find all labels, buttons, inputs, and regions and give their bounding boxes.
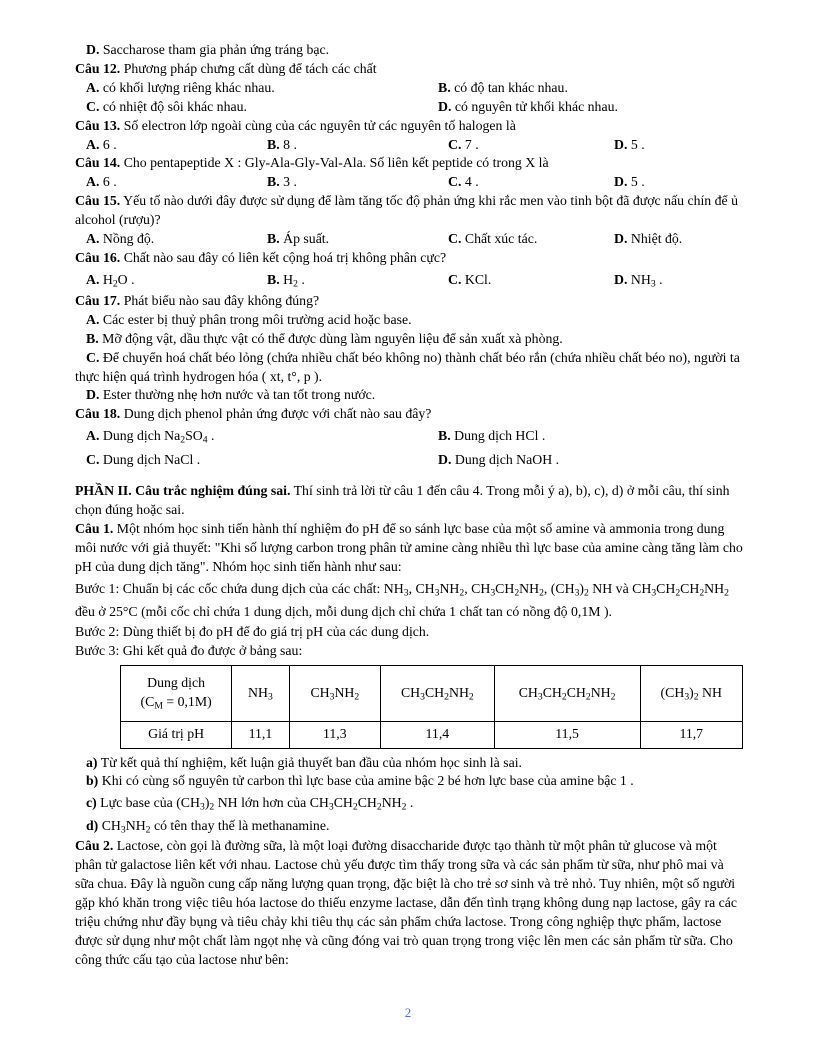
table-header-ch3nh2: $CH_3NH_2$ <box>289 665 380 721</box>
statement-text: Lực base của $(CH_3)_2$ NH lớn hơn của $CH_3CH_2CH_2NH_2$ . <box>100 795 414 813</box>
question-12-options <box>75 79 743 117</box>
part2-question-1-label: Câu 1. <box>75 521 114 537</box>
page-content <box>75 41 743 970</box>
question-14-stem <box>75 154 743 173</box>
table-value-row <box>121 721 743 748</box>
option-label: B. <box>267 174 280 190</box>
option-text: có khối lượng riêng khác nhau. <box>102 79 275 95</box>
question-17-option-d <box>75 386 743 405</box>
question-12-label: Câu 12. <box>75 60 121 76</box>
option-label: C. <box>448 271 462 287</box>
question-15-option-b <box>267 230 448 249</box>
statement-text: Khi có cùng số nguyên tử carbon thì lực base của amine bậc 2 bé hơn lực base của amine bậc 1 . <box>101 773 634 789</box>
statement-label: d) <box>86 818 99 834</box>
question-17-text: Phát biểu nào sau đây không đúng? <box>123 292 320 308</box>
question-12-option-b <box>438 79 743 98</box>
option-label: D. <box>614 174 628 190</box>
ph-value-4: 11,5 <box>494 721 640 748</box>
question-13-label: Câu 13. <box>75 117 121 133</box>
question-12-option-a <box>86 79 438 98</box>
part2-question-1-step-3: Bước 3: Ghi kết quả đo được ở bảng sau: <box>75 642 303 658</box>
part2-question-1-step-1: Bước 1: Chuẩn bị các cốc chứa dung dịch của các chất: $NH_3$, $CH_3NH_2$, $CH_3CH_2NH_2$, $(CH_3)_2$ NH và $CH_3CH_2CH_2NH_2$ đều ở 25°C (mỗi cốc chỉ chứa 1 dung dịch, mỗi dung dịch chỉ chứa 1 chất tan có nồng độ 0,1M ). <box>75 580 729 619</box>
ph-value-3: 11,4 <box>381 721 495 748</box>
option-text: có nguyên tử khối khác nhau. <box>454 98 618 114</box>
question-14-label: Câu 14. <box>75 155 121 171</box>
question-14-option-d <box>614 173 743 192</box>
question-16-stem <box>75 249 743 268</box>
option-label: D. <box>614 136 628 152</box>
question-18-label: Câu 18. <box>75 406 121 422</box>
option-label: B. <box>86 330 99 346</box>
option-text: 5 . <box>630 136 645 152</box>
question-16-option-d <box>614 268 743 292</box>
question-13-text: Số electron lớp ngoài cùng của các nguyên tử các nguyên tố halogen là <box>123 117 516 133</box>
option-label: B. <box>267 271 280 287</box>
part2-question-1-text: Một nhóm học sinh tiến hành thí nghiệm đo pH để so sánh lực base của một số amine và ammonia trong dung môi nước với giả thuyết: "Khi số lượng carbon trong phân tử amine càng nhiều thì lực base của amine càng tăng làm cho pH của dung dịch tăng". Nhóm học sinh tiến hành như sau: <box>75 521 743 574</box>
statement-text: Từ kết quả thí nghiệm, kết luận giả thuyết ban đầu của nhóm học sinh là sai. <box>100 754 522 770</box>
question-18-option-c <box>86 448 438 472</box>
part2-question-2-body: Lactose, còn gọi là đường sữa, là một loại đường disaccharide được tạo thành từ một phân tử glucose và một phân tử galactose liên kết với nhau. Lactose chủ yếu được tìm thấy trong sữa và các sản phẩm từ sữa, như phô mai và sữa chua. Đây là nguồn cung cấp năng lượng quan trọng, đặc biệt là cho trẻ sơ sinh và trẻ nhỏ. Tuy nhiên, một số người gặp khó khăn trong việc tiêu hóa lactose do thiếu enzyme lactase, dẫn đến tình trạng không dung nạp lactose, gây ra các triệu chứng như đầy bụng và tiêu chảy khi tiêu thụ các sản phẩm chứa lactose. Trong công nghiệp thực phẩm, lactose được sử dụng như một chất làm ngọt nhẹ và cũng đóng vai trò quan trọng trong việc lên men các sản phẩm từ sữa. Cho công thức cấu tạo của lactose như bên: <box>75 838 738 967</box>
option-label: D. <box>438 98 452 114</box>
question-12-text: Phương pháp chưng cất dùng để tách các chất <box>123 60 377 76</box>
option-text: Dung dịch NaOH . <box>454 452 560 468</box>
section-divider <box>75 472 743 482</box>
table-header-ch32nh: $(CH_3)_2$ NH <box>640 665 742 721</box>
page-number: 2 <box>404 1005 412 1020</box>
option-text: có độ tan khác nhau. <box>454 79 568 95</box>
option-label: C. <box>86 452 100 468</box>
option-label: C. <box>448 136 462 152</box>
option-label: B. <box>267 136 280 152</box>
question-15-option-a <box>86 230 267 249</box>
part2-question-1-statement-b <box>75 772 743 791</box>
question-18-options <box>75 424 743 472</box>
question-14-option-b <box>267 173 448 192</box>
question-11-option-d <box>75 41 743 60</box>
option-label: D. <box>614 231 628 247</box>
option-text: 8 . <box>283 136 297 152</box>
option-text: 6 . <box>102 136 117 152</box>
table-header-solution: Dung dịch $(C_M = 0,1M)$ <box>121 665 232 721</box>
option-label: A. <box>86 271 100 287</box>
table-row-label: Giá trị pH <box>121 721 232 748</box>
table-header-nh3: $NH_3$ <box>232 665 289 721</box>
part2-heading-instructions: Thí sinh trả lời từ câu 1 đến câu 4. Trong mỗi ý a), b), c), d) ở mỗi câu, thí sinh chọn đúng hoặc sai. <box>75 483 730 518</box>
option-label: D. <box>438 452 452 468</box>
part2-question-2-text <box>75 837 743 969</box>
option-text: $NH_3$ . <box>630 271 663 290</box>
question-15-options <box>75 230 743 249</box>
option-text: Chất xúc tác. <box>464 231 538 247</box>
option-label: A. <box>86 136 100 152</box>
question-13-options <box>75 136 743 155</box>
option-text: Nồng độ. <box>102 231 155 247</box>
option-text: Các ester bị thuỷ phân trong môi trường acid hoặc base. <box>102 311 412 327</box>
question-17-option-b <box>75 330 743 349</box>
option-text: Nhiệt độ. <box>630 231 683 247</box>
question-17-label: Câu 17. <box>75 292 121 308</box>
question-17-options <box>75 311 743 406</box>
question-16-option-a <box>86 268 267 292</box>
part2-question-1-intro <box>75 520 743 577</box>
option-label: B. <box>267 231 280 247</box>
option-text: 5 . <box>630 174 645 190</box>
option-label: C. <box>86 98 100 114</box>
option-label: A. <box>86 311 100 327</box>
question-16-option-b <box>267 268 448 292</box>
table-header-ch3ch2nh2: $CH_3CH_2NH_2$ <box>381 665 495 721</box>
option-text: Dung dịch HCl . <box>454 428 546 444</box>
question-15-stem <box>75 192 743 230</box>
statement-label: a) <box>86 754 98 770</box>
option-label: C. <box>448 174 462 190</box>
question-16-option-c <box>448 268 614 292</box>
part2-question-1-statement-d <box>75 814 743 837</box>
question-12-stem <box>75 60 743 79</box>
question-13-option-a <box>86 136 267 155</box>
question-13-option-d <box>614 136 743 155</box>
question-16-text: Chất nào sau đây có liên kết cộng hoá trị không phân cực? <box>123 249 447 265</box>
question-17-option-c <box>75 349 743 387</box>
question-18-text: Dung dịch phenol phản ứng được với chất nào sau đây? <box>123 406 432 422</box>
question-13-stem <box>75 117 743 136</box>
ph-value-1: 11,1 <box>232 721 289 748</box>
option-text: Để chuyển hoá chất béo lỏng (chứa nhiều chất béo không no) thành chất béo rắn (chứa nhiều chất béo no), người ta thực hiện quá trình hydrogen hóa ( xt, t°, p ). <box>75 349 740 384</box>
option-text: Dung dịch NaCl . <box>102 452 201 468</box>
part2-question-1-step-2: Bước 2: Dùng thiết bị đo pH để đo giá trị pH của các dung dịch. <box>75 623 430 639</box>
option-label: A. <box>86 231 100 247</box>
question-15-text: Yếu tố nào dưới đây được sử dụng để làm tăng tốc độ phản ứng khi rắc men vào tinh bột đã được nấu chín để ủ alcohol (rượu)? <box>75 193 739 228</box>
option-text: Ester thường nhẹ hơn nước và tan tốt trong nước. <box>102 387 376 403</box>
option-label: D. <box>86 387 100 403</box>
option-text: KCl. <box>464 271 492 287</box>
table-header-row <box>121 665 743 721</box>
question-15-label: Câu 15. <box>75 193 121 209</box>
question-18-option-d <box>438 448 743 472</box>
question-18-stem <box>75 405 743 424</box>
ph-results-table <box>120 665 743 749</box>
ph-value-2: 11,3 <box>289 721 380 748</box>
option-label: C. <box>448 231 462 247</box>
option-text: Mỡ động vật, dầu thực vật có thể được dùng làm nguyên liệu để sản xuất xà phòng. <box>102 330 563 346</box>
statement-label: b) <box>86 773 99 789</box>
question-18-option-a <box>86 424 438 448</box>
ph-value-5: 11,7 <box>640 721 742 748</box>
option-label: B. <box>438 428 451 444</box>
question-12-option-c <box>86 98 438 117</box>
table-header-ch3ch2ch2nh2: $CH_3CH_2CH_2NH_2$ <box>494 665 640 721</box>
statement-text: $CH_3NH_2$ có tên thay thế là methanamine. <box>101 818 330 836</box>
option-label: A. <box>86 174 100 190</box>
question-16-options <box>75 268 743 292</box>
option-text: 4 . <box>464 174 479 190</box>
question-17-option-a <box>75 311 743 330</box>
option-label: A. <box>86 428 100 444</box>
option-text: $H_2O$ . <box>102 271 135 290</box>
question-14-option-c <box>448 173 614 192</box>
question-15-option-d <box>614 230 743 249</box>
question-14-text: Cho pentapeptide X : Gly-Ala-Gly-Val-Ala. Số liên kết peptide có trong X là <box>123 155 549 171</box>
option-text: Dung dịch $Na_2SO_4$ . <box>102 428 215 446</box>
option-text: Áp suất. <box>283 231 330 247</box>
question-14-option-a <box>86 173 267 192</box>
question-12-option-d <box>438 98 743 117</box>
option-label: D. <box>614 271 628 287</box>
part2-heading-title: PHẦN II. Câu trắc nghiệm đúng sai. <box>75 483 291 499</box>
option-text: 6 . <box>102 174 117 190</box>
part2-heading <box>75 482 743 520</box>
question-18-option-b <box>438 424 743 448</box>
part2-question-1-statement-a <box>75 754 743 773</box>
part2-question-2-label: Câu 2. <box>75 838 114 854</box>
part2-question-1-statement-c <box>75 791 743 814</box>
question-13-option-c <box>448 136 614 155</box>
option-text: Saccharose tham gia phản ứng tráng bạc. <box>102 42 330 57</box>
option-text: 7 . <box>464 136 479 152</box>
question-17-stem <box>75 292 743 311</box>
statement-label: c) <box>86 795 97 811</box>
question-16-label: Câu 16. <box>75 249 121 265</box>
option-label: A. <box>86 79 100 95</box>
question-15-option-c <box>448 230 614 249</box>
question-13-option-b <box>267 136 448 155</box>
option-label: D. <box>86 42 100 57</box>
question-14-options <box>75 173 743 192</box>
option-label: C. <box>86 349 100 365</box>
option-text: 3 . <box>283 174 297 190</box>
option-text: $H_2$ . <box>283 271 305 290</box>
option-text: có nhiệt độ sôi khác nhau. <box>102 98 247 114</box>
option-label: B. <box>438 79 451 95</box>
